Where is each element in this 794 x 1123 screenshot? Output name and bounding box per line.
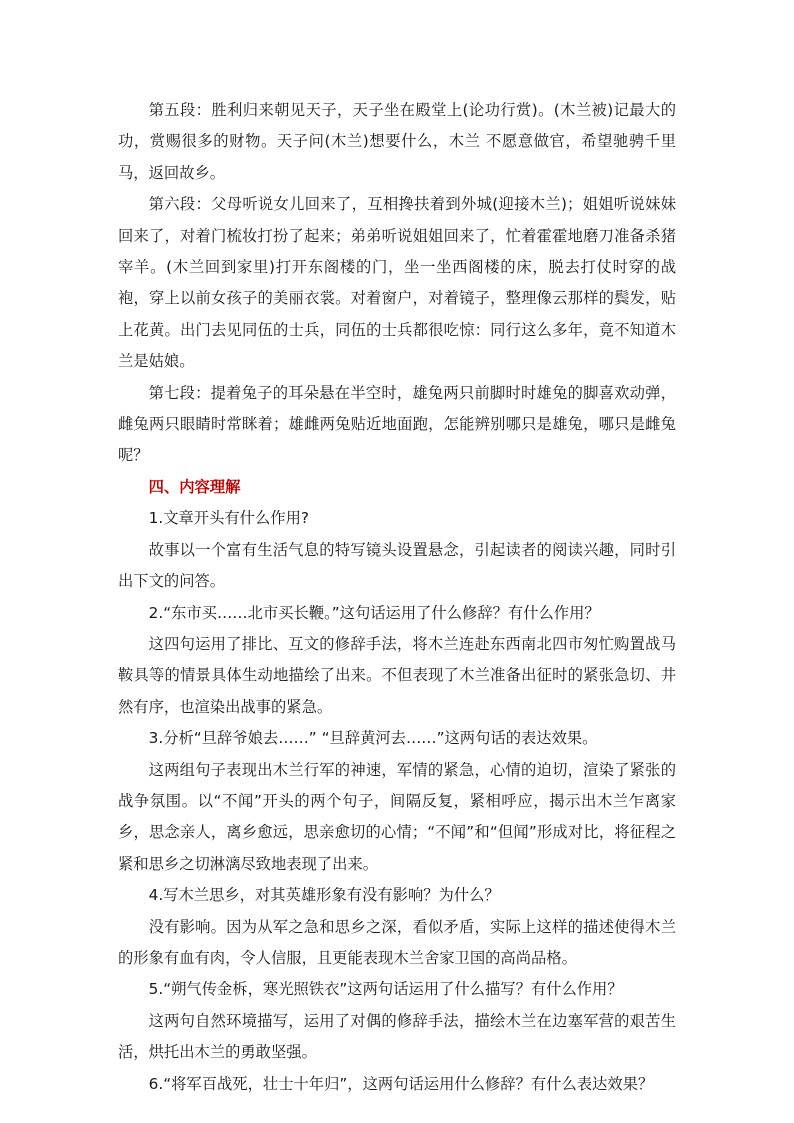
question-6: 6.“将军百战死，壮士十年归”，这两句话运用什么修辞？有什么表达效果？ — [148, 1074, 654, 1093]
answer-4: 没有影响。因为从军之急和思乡之深，看似矛盾，实际上这样的描述使得木兰的形象有血有肉，令人信服，且更能表现木兰舍家卫国的高尚品格。 — [118, 917, 676, 967]
answer-2: 这四句运用了排比、互文的修辞手法，将木兰连赴东西南北四市匆忙购置战马鞍具等的情景具体生动地描绘了出来。不但表现了木兰准备出征时的紧张急切、井然有序，也渲染出战事的紧急。 — [118, 634, 676, 716]
section-heading: 四、内容理解 — [148, 477, 241, 496]
question-5: 5.“朔气传金柝，寒光照铁衣”这两句话运用了什么描写？有什么作用？ — [148, 980, 623, 999]
summary-paragraph-6: 第六段：父母听说女儿回来了，互相搀扶着到外城(迎接木兰)；姐姐听说妹妹回来了，对着门梳妆打扮了起来；弟弟听说姐姐回来了，忙着霍霍地磨刀准备杀猪宰羊。(木兰回到家里)打开东阁楼的门，坐一坐西阁楼的床，脱去打仗时穿的战袍，穿上以前女孩子的美丽衣裳。对着窗户，对着镜子，整理像云那样的鬓发，贴上花黄。出门去见同伍的士兵，同伍的士兵都很吃惊：同行这么多年，竟不知道木兰是姑娘。 — [118, 195, 676, 371]
answer-3: 这两组句子表现出木兰行军的神速，军情的紧急，心情的迫切，渲染了紧张的战争氛围。以“不闻”开头的两个句子，间隔反复，紧相呼应，揭示出木兰乍离家乡，思念亲人，离乡愈远，思亲愈切的心情；“不闻”和“但闻”形成对比，将征程之紧和思乡之切淋漓尽致地表现了出来。 — [118, 760, 676, 873]
document-body — [118, 95, 676, 1100]
answer-5: 这两句自然环境描写，运用了对偶的修辞手法，描绘木兰在边塞军营的艰苦生活，烘托出木兰的勇敢坚强。 — [118, 1011, 676, 1062]
answer-1: 故事以一个富有生活气息的特写镜头设置悬念，引起读者的阅读兴趣，同时引出下文的问答。 — [118, 540, 676, 591]
summary-paragraph-7: 第七段：提着兔子的耳朵悬在半空时，雄兔两只前脚时时雄兔的脚喜欢动弹，雌兔两只眼睛时常眯着；雄雌两兔贴近地面跑，怎能辨别哪只是雄兔，哪只是雌兔呢？ — [118, 383, 676, 465]
summary-paragraph-5: 第五段：胜利归来朝见天子，天子坐在殿堂上(论功行赏)。(木兰被)记最大的功，赏赐很多的财物。天子问(木兰)想要什么，木兰 不愿意做官，希望驰骋千里马，返回故乡。 — [118, 101, 676, 182]
question-2: 2.“东市买……北市买长鞭。”这句话运用了什么修辞？有什么作用？ — [148, 603, 600, 622]
question-4: 4.写木兰思乡，对其英雄形象有没有影响？为什么？ — [148, 886, 500, 905]
question-3: 3.分析“旦辞爷娘去……” “旦辞黄河去……”这两句话的表达效果。 — [148, 729, 598, 748]
question-1: 1.文章开头有什么作用? — [148, 509, 309, 528]
